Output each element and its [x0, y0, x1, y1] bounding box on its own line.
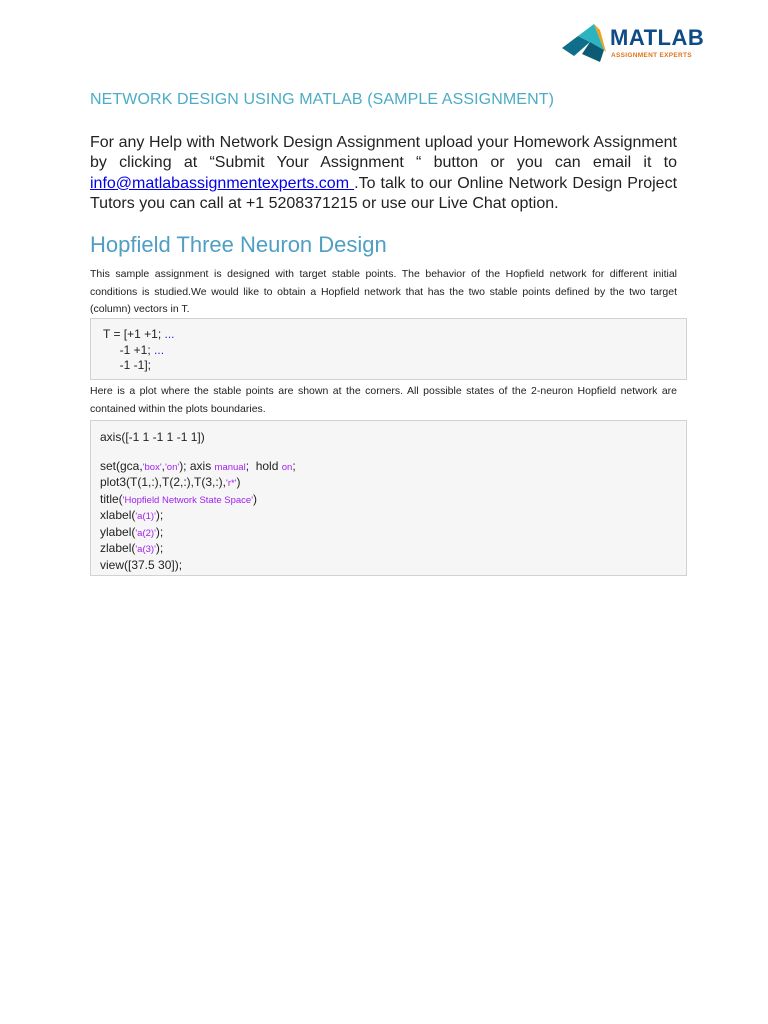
logo-name: MATLAB	[610, 25, 705, 50]
document-title: NETWORK DESIGN USING MATLAB (SAMPLE ASSIGNMENT)	[90, 91, 555, 108]
matlab-logo	[560, 22, 710, 66]
paragraph-stable-points: This sample assignment is designed with target stable points. The behavior of the Hopfield network for different initial conditions is studied.We would like to obtain a Hopfield network that has the two stable points defined by the two target (column) vectors in T.	[90, 268, 677, 315]
code-block-plot	[90, 420, 687, 576]
code-line-plot3: plot3(T(1,:),T(2,:),T(3,:),'r*')	[100, 475, 241, 489]
intro-text-before-link: For any Help with Network Design Assignment upload your Homework Assignment by clicking at “Submit Your Assignment “ button or you can email it to	[90, 134, 677, 172]
code-line: -1 -1];	[103, 358, 152, 372]
code-line-xlabel: xlabel('a(1)');	[100, 508, 164, 522]
code-line: T = [+1 +1; ...	[103, 327, 175, 341]
code-line-title: title('Hopfield Network State Space')	[100, 491, 258, 506]
logo-tagline: ASSIGNMENT EXPERTS	[611, 52, 692, 59]
code-block-target-vectors	[90, 318, 687, 380]
matlab-membrane-icon	[560, 22, 610, 66]
code-line-view: view([37.5 30]);	[100, 557, 183, 572]
code-line-axis: axis([-1 1 -1 1 -1 1])	[100, 430, 205, 444]
code-line-ylabel: ylabel('a(2)');	[100, 524, 164, 539]
continuation-mark: ...	[164, 327, 175, 341]
intro-paragraph	[90, 133, 677, 215]
intro-text-after-link: .To talk to our Online Network Design Project Tutors you can call at +1 5208371215 or use our Live Chat option.	[90, 174, 678, 213]
code-line-set: set(gca,'box','on'); axis manual; hold on;	[100, 458, 296, 473]
section-heading: Hopfield Three Neuron Design	[90, 232, 387, 257]
email-link[interactable]: info@matlabassignmentexperts.com	[90, 174, 355, 192]
code-line: -1 +1; ...	[103, 342, 165, 357]
code-line-zlabel: zlabel('a(3)');	[100, 541, 164, 555]
continuation-mark: ...	[154, 342, 165, 357]
paragraph-plot-description: Here is a plot where the stable points are shown at the corners. All possible states of the 2-neuron Hopfield network are contained within the plots boundaries.	[90, 385, 677, 415]
